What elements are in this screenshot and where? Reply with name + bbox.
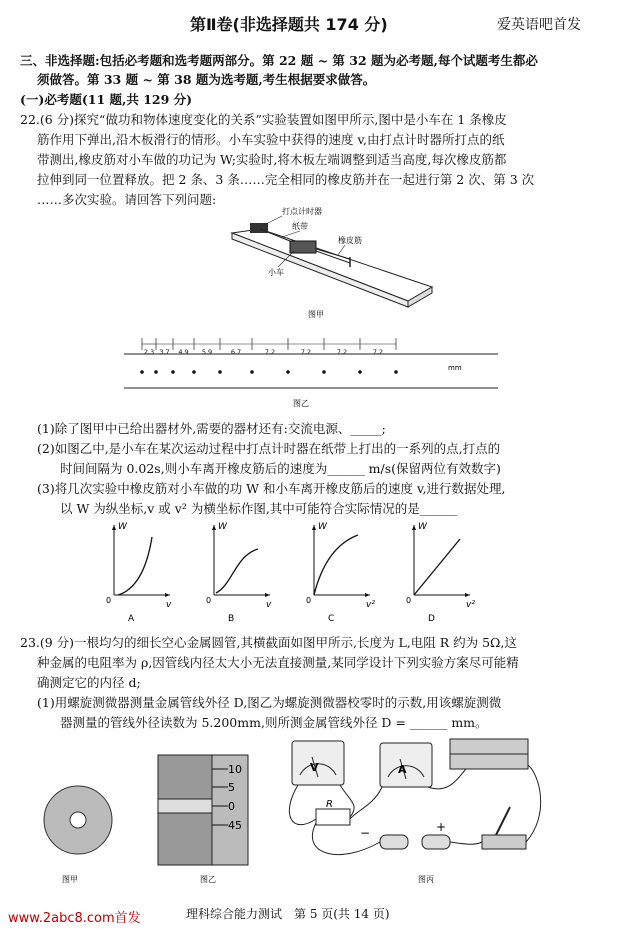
circuit-diagram — [289, 739, 540, 855]
tape-dot — [140, 370, 144, 374]
caption-q23-jia: 图甲 — [62, 875, 78, 884]
intro-line-1: 三、非选择题:包括必考题和选考题两部分。第 22 题 ~ 第 32 题为必考题,每个试题考生都必 — [20, 53, 538, 68]
graph-y-label: W — [218, 522, 227, 532]
graph-y-label: W — [418, 522, 427, 532]
svg-text:−: − — [360, 826, 371, 840]
graph-x-label: v — [166, 600, 172, 610]
label-timer: 打点计时器 — [282, 207, 322, 216]
label-cart: 小车 — [268, 268, 284, 277]
q23-line-5: 器测量的管线外径读数为 5.200mm,则所测金属管线外径 D = ______ mm。 — [60, 715, 488, 730]
label-band: 橡皮筋 — [338, 236, 362, 245]
ammeter-label: A — [398, 763, 407, 776]
tape-segment-label: 2.3 — [143, 348, 155, 356]
tube-cross-section — [44, 786, 112, 854]
q23-line-4: (1)用螺旋测微器测量金属管线外径 D,图乙为螺旋测微器校零时的示数,用该螺旋测微 — [37, 695, 502, 710]
graph-x-label: v² — [366, 600, 375, 610]
watermark-text: 爱英语吧首发 — [497, 17, 581, 33]
graph-option-b — [206, 522, 272, 624]
tape-segment-label: 3.7 — [159, 348, 170, 356]
page-title: 第Ⅱ卷(非选择题共 174 分) — [190, 15, 388, 34]
tape-dot — [394, 370, 398, 374]
tape-segment-label: 6.7 — [230, 348, 242, 356]
q22-line-3: 带测出,橡皮筋对小车做的功记为 W;实验时,将木板左端调整到适当高度,每次橡皮筋都 — [37, 152, 507, 167]
figure-yi — [118, 330, 503, 410]
caption-q23-bing: 图丙 — [418, 875, 434, 884]
graph-y-label: W — [118, 522, 127, 532]
graph-option-a — [106, 522, 172, 624]
graph-letter: B — [228, 614, 235, 624]
board-drawing — [232, 223, 432, 307]
label-tape: 纸带 — [292, 222, 308, 231]
q23-line-1: 23.(9 分)一根均匀的细长空心金属圆管,其横截面如图甲所示,长度为 L,电阻 R 约为 5Ω,这 — [20, 635, 517, 650]
caption-jia: 图甲 — [308, 310, 324, 319]
graph-curve — [314, 535, 358, 595]
graph-letter: C — [328, 614, 335, 624]
tape-unit: mm — [448, 364, 462, 372]
caption-q23-yi: 图乙 — [200, 875, 216, 884]
micrometer-tick-0: 0 — [228, 800, 235, 813]
micrometer-tick-5: 5 — [228, 781, 235, 794]
resistor-label: R — [326, 799, 333, 810]
q23-line-3: 确测定它的内径 d; — [37, 675, 141, 690]
graph-origin: 0 — [406, 596, 412, 605]
tape-dot — [218, 370, 222, 374]
graphs-svg — [100, 515, 500, 625]
q22-sub-1: (1)除了图甲中已给出器材外,需要的器材还有:交流电源、_____; — [37, 421, 386, 436]
graph-curve — [118, 537, 152, 595]
tape-segment-label: 4.9 — [178, 348, 189, 356]
q22-sub-2: (2)如图乙中,是小车在某次运动过程中打点计时器在纸带上打出的一系列的点,打点的 — [37, 441, 501, 456]
caption-yi: 图乙 — [293, 399, 309, 408]
graph-x-label: v² — [466, 600, 475, 610]
tape-segment-label: 7.2 — [336, 348, 348, 356]
figure-jia — [220, 205, 440, 325]
graph-letter: A — [128, 614, 135, 624]
q23-figures — [30, 735, 590, 890]
micrometer — [158, 755, 248, 865]
tape-segment-label: 7.2 — [300, 348, 312, 356]
tape-segment-label: 7.2 — [264, 348, 276, 356]
tape-dot — [171, 370, 175, 374]
tape-dot — [250, 370, 254, 374]
graph-origin: 0 — [106, 596, 112, 605]
tape-segment-label: 5.9 — [201, 348, 213, 356]
q22-line-2: 筋作用下弹出,沿木板滑行的情形。小车实验中获得的速度 v,由打点计时器所打点的纸 — [37, 132, 505, 147]
section-heading: (一)必考题(11 题,共 129 分) — [20, 92, 193, 107]
graph-origin: 0 — [306, 596, 312, 605]
option-graphs — [100, 515, 500, 625]
tape-dot — [358, 370, 362, 374]
q23-line-2: 种金属的电阻率为 ρ,因管线内径太大小无法直接测量,某同学设计下列实验方案尽可能精 — [37, 655, 519, 670]
graph-letter: D — [428, 614, 435, 624]
graph-x-label: v — [266, 600, 272, 610]
graph-option-d — [406, 522, 475, 624]
footer-site: www.2abc8.com首发 — [8, 911, 141, 926]
svg-text:+: + — [436, 820, 447, 834]
graph-curve — [414, 539, 460, 595]
micrometer-tick-45: 45 — [228, 819, 242, 832]
q22-line-5: ……多次实验。请回答下列问题: — [37, 192, 217, 207]
q22-sub-4: (3)将几次实验中橡皮筋对小车做的功 W 和小车离开橡皮筋后的速度 v,进行数据处理, — [37, 481, 506, 496]
tape-segment-label: 7.2 — [372, 348, 384, 356]
tape-dot — [286, 370, 290, 374]
tape-dot — [322, 370, 326, 374]
intro-line-2: 须做答。第 33 题 ~ 第 38 题为选考题,考生根据要求做答。 — [37, 72, 376, 87]
footer-page: 理科综合能力测试 第 5 页(共 14 页) — [186, 907, 390, 921]
tape-dot — [154, 370, 158, 374]
graph-origin: 0 — [206, 596, 212, 605]
tape-marks — [140, 338, 398, 374]
q22-line-4: 拉伸到同一位置释放。把 2 条、3 条……完全相同的橡皮筋并在一起进行第 2 次、第 3 次 — [37, 172, 535, 187]
q22-sub-3: 时间间隔为 0.02s,则小车离开橡皮筋后的速度为______ m/s(保留两位有效数字) — [60, 461, 501, 476]
q22-sub-5: 以 W 为纵坐标,v 或 v² 为横坐标作图,其中可能符合实际情况的是______ — [60, 501, 458, 516]
voltmeter-label: V — [310, 761, 319, 774]
graph-y-label: W — [318, 522, 327, 532]
q22-line-1: 22.(6 分)探究“做功和物体速度变化的关系”实验装置如图甲所示,图中是小车在 1 条橡皮 — [20, 112, 507, 127]
micrometer-tick-10: 10 — [228, 763, 242, 776]
tape-dot — [192, 370, 196, 374]
graph-curve — [216, 549, 258, 593]
graph-option-c — [306, 522, 375, 624]
